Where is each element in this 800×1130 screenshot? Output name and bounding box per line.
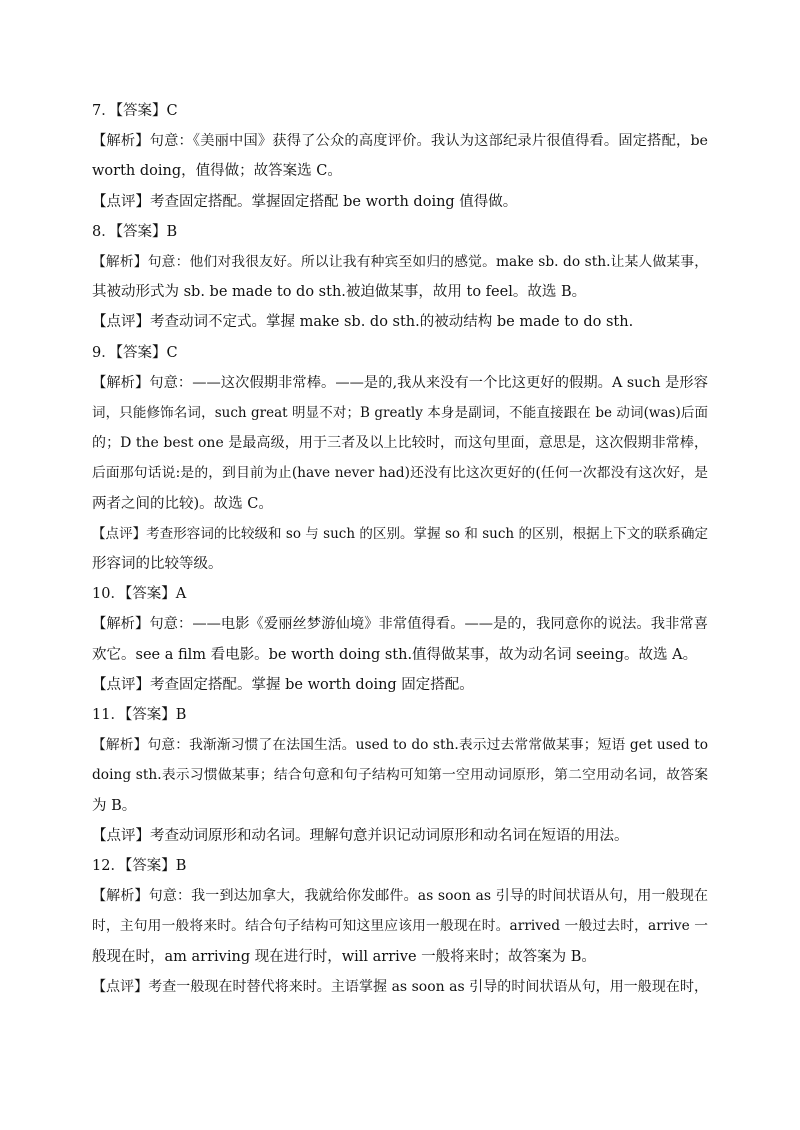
text-line: 【解析】句意：我一到达加拿大，我就给你发邮件。as soon as 引导的时间状语从句，用一般现在 — [92, 888, 708, 905]
question-answer-heading: 7．【答案】C — [92, 103, 178, 119]
text-line: 【点评】考查动词不定式。掌握 make sb. do sth.的被动结构 be made to do sth. — [92, 314, 634, 331]
text-line: 形容词的比较等级。 — [92, 556, 223, 573]
text-line: 【解析】句意：《美丽中国》获得了公众的高度评价。我认为这部纪录片很值得看。固定搭配，be — [92, 133, 708, 150]
text-line: 般现在时，am arriving 现在进行时，will arrive 一般将来时；故答案为 B。 — [92, 948, 596, 965]
text-line: 【点评】考查一般现在时替代将来时。主语掌握 as soon as 引导的时间状语从句，用一般现在时， — [92, 978, 708, 995]
text-line: 后面那句话说:是的，到目前为止(have never had)还没有比这次更好的(任何一次都没有这次好，是 — [92, 465, 708, 482]
text-line: 【点评】考查固定搭配。掌握 be worth doing 固定搭配。 — [92, 676, 474, 693]
text-line: worth doing，值得做；故答案选 C。 — [92, 163, 342, 180]
text-line: 词，只能修饰名词，such great 明显不对；B greatly 本身是副词，不能直接跟在 be 动词(was)后面 — [92, 405, 708, 422]
question-answer-heading: 11．【答案】B — [92, 707, 187, 724]
text-line: 【点评】考查动词原形和动名词。理解句意并识记动词原形和动名词在短语的用法。 — [92, 827, 629, 844]
text-line: 其被动形式为 sb. be made to do sth.被迫做某事，故用 to feel。故选 B。 — [92, 284, 587, 301]
question-answer-heading: 10．【答案】A — [92, 586, 187, 603]
text-line: 【解析】句意：我渐渐习惯了在法国生活。used to do sth.表示过去常常做某事；短语 get used to — [92, 737, 708, 754]
answer-explanations — [92, 96, 708, 1002]
text-line: doing sth.表示习惯做某事；结合句意和句子结构可知第一空用动词原形，第二空用动名词，故答案 — [92, 767, 708, 784]
text-line: 【解析】句意：他们对我很友好。所以让我有种宾至如归的感觉。make sb. do sth.让某人做某事， — [92, 254, 708, 271]
text-line: 【解析】句意：——电影《爱丽丝梦游仙境》非常值得看。——是的，我同意你的说法。我非常喜 — [92, 616, 708, 633]
text-line: 【点评】考查形容词的比较级和 so 与 such 的区别。掌握 so 和 such 的区别，根据上下文的联系确定 — [92, 525, 708, 542]
text-line: 【点评】考查固定搭配。掌握固定搭配 be worth doing 值得做。 — [92, 193, 518, 210]
text-line: 的；D the best one 是最高级，用于三者及以上比较时，而这句里面，意思是，这次假期非常棒， — [92, 435, 708, 452]
question-answer-heading: 12．【答案】B — [92, 858, 187, 875]
text-line: 欢它。see a film 看电影。be worth doing sth.值得做某事，故为动名词 seeing。故选 A。 — [92, 646, 698, 663]
text-line: 【解析】句意：——这次假期非常棒。——是的,我从来没有一个比这更好的假期。A such 是形容 — [92, 374, 708, 391]
text-line: 两者之间的比较)。故选 C。 — [92, 495, 273, 512]
question-answer-heading: 8．【答案】B — [92, 223, 178, 240]
text-line: 时，主句用一般将来时。结合句子结构可知这里应该用一般现在时。arrived 一般过去时，arrive 一 — [92, 918, 708, 935]
text-line: 为 B。 — [92, 797, 137, 814]
question-answer-heading: 9．【答案】C — [92, 344, 178, 361]
